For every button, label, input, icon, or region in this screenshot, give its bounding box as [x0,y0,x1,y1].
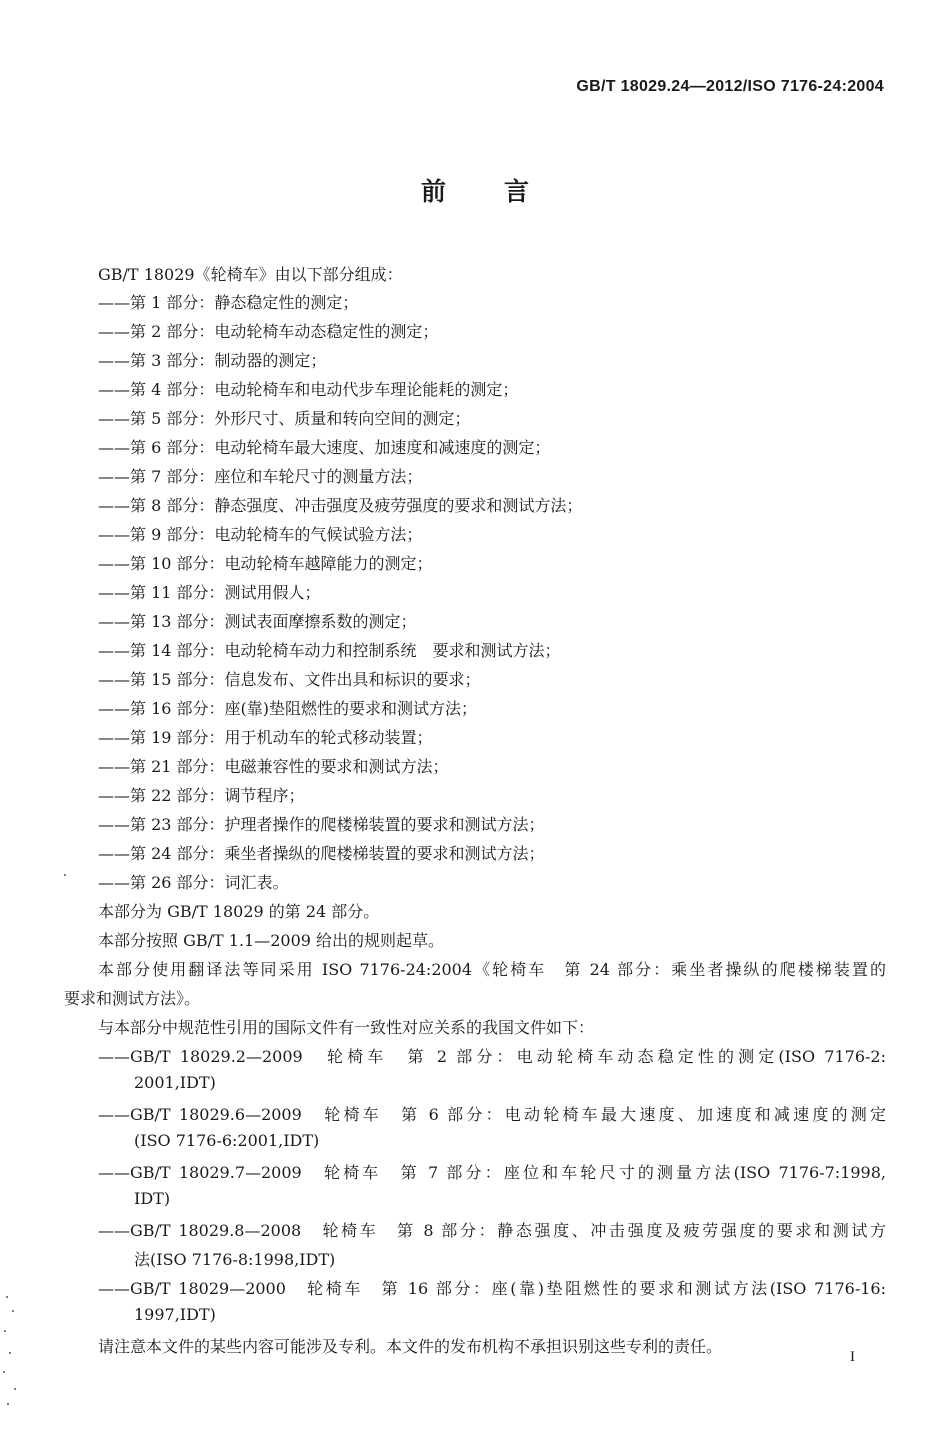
reference-continuation: IDT) [134,1189,171,1208]
list-item: ——第 16 部分：座(靠)垫阻燃性的要求和测试方法； [98,699,478,718]
list-item: ——第 11 部分：测试用假人； [98,583,321,602]
list-item: ——第 4 部分：电动轮椅车和电动代步车理论能耗的测定； [98,380,519,399]
adoption-statement-line1: 本部分使用翻译法等同采用 ISO 7176-24:2004《轮椅车 第 24 部分：乘坐者操纵的爬楼梯装置的 [98,960,886,979]
reference-continuation: (ISO 7176-6:2001,IDT) [134,1131,320,1150]
page-title: 前言 [420,177,587,206]
list-item: ——第 3 部分：制动器的测定； [98,351,327,370]
list-item: ——第 24 部分：乘坐者操纵的爬楼梯装置的要求和测试方法； [98,844,545,863]
references-intro: 与本部分中规范性引用的国际文件有一致性对应关系的我国文件如下： [98,1018,595,1037]
drafting-statement: 本部分按照 GB/T 1.1—2009 给出的规则起草。 [98,931,445,950]
list-item: ——第 26 部分：词汇表。 [98,873,289,892]
reference-continuation: 1997,IDT) [134,1305,216,1324]
list-item: ——第 21 部分：电磁兼容性的要求和测试方法； [98,757,449,776]
list-item: ——第 1 部分：静态稳定性的测定； [98,293,359,312]
reference-line: ——GB/T 18029.7—2009 轮椅车 第 7 部分：座位和车轮尺寸的测量方法(ISO 7176-7:1998, [98,1163,886,1182]
list-item: ——第 2 部分：电动轮椅车动态稳定性的测定； [98,322,439,341]
list-item: ——第 23 部分：护理者操作的爬楼梯装置的要求和测试方法； [98,815,545,834]
patent-notice: 请注意本文件的某些内容可能涉及专利。本文件的发布机构不承担识别这些专利的责任。 [98,1337,723,1356]
reference-line: ——GB/T 18029.8—2008 轮椅车 第 8 部分：静态强度、冲击强度及疲劳强度的要求和测试方 [98,1221,886,1240]
list-item: ——第 14 部分：电动轮椅车动力和控制系统 要求和测试方法； [98,641,561,660]
list-item: ——第 15 部分：信息发布、文件出具和标识的要求； [98,670,481,689]
intro-line: GB/T 18029《轮椅车》由以下部分组成： [98,265,403,284]
reference-continuation: 法(ISO 7176-8:1998,IDT) [134,1250,336,1269]
list-item: ——第 9 部分：电动轮椅车的气候试验方法； [98,525,423,544]
list-item: ——第 19 部分：用于机动车的轮式移动装置； [98,728,433,747]
reference-line: ——GB/T 18029.2—2009 轮椅车 第 2 部分：电动轮椅车动态稳定性的测定(ISO 7176-2: [98,1047,886,1066]
part-of-statement: 本部分为 GB/T 18029 的第 24 部分。 [98,902,380,921]
list-item: ——第 22 部分：调节程序； [98,786,305,805]
adoption-statement-line2: 要求和测试方法》。 [64,989,201,1008]
reference-line: ——GB/T 18029.6—2009 轮椅车 第 6 部分：电动轮椅车最大速度、加速度和减速度的测定 [98,1105,886,1124]
list-item: ——第 8 部分：静态强度、冲击强度及疲劳强度的要求和测试方法； [98,496,583,515]
list-item: ——第 13 部分：测试表面摩擦系数的测定； [98,612,417,631]
list-item: ——第 7 部分：座位和车轮尺寸的测量方法； [98,467,423,486]
list-item: ——第 5 部分：外形尺寸、质量和转向空间的测定； [98,409,471,428]
page-number: I [850,1349,855,1365]
reference-line: ——GB/T 18029—2000 轮椅车 第 16 部分：座(靠)垫阻燃性的要求和测试方法(ISO 7176-16: [98,1279,886,1298]
list-item: ——第 6 部分：电动轮椅车最大速度、加速度和减速度的测定； [98,438,551,457]
list-item: ——第 10 部分：电动轮椅车越障能力的测定； [98,554,433,573]
reference-continuation: 2001,IDT) [134,1073,216,1092]
standard-code-header: GB/T 18029.24—2012/ISO 7176-24:2004 [576,78,884,95]
